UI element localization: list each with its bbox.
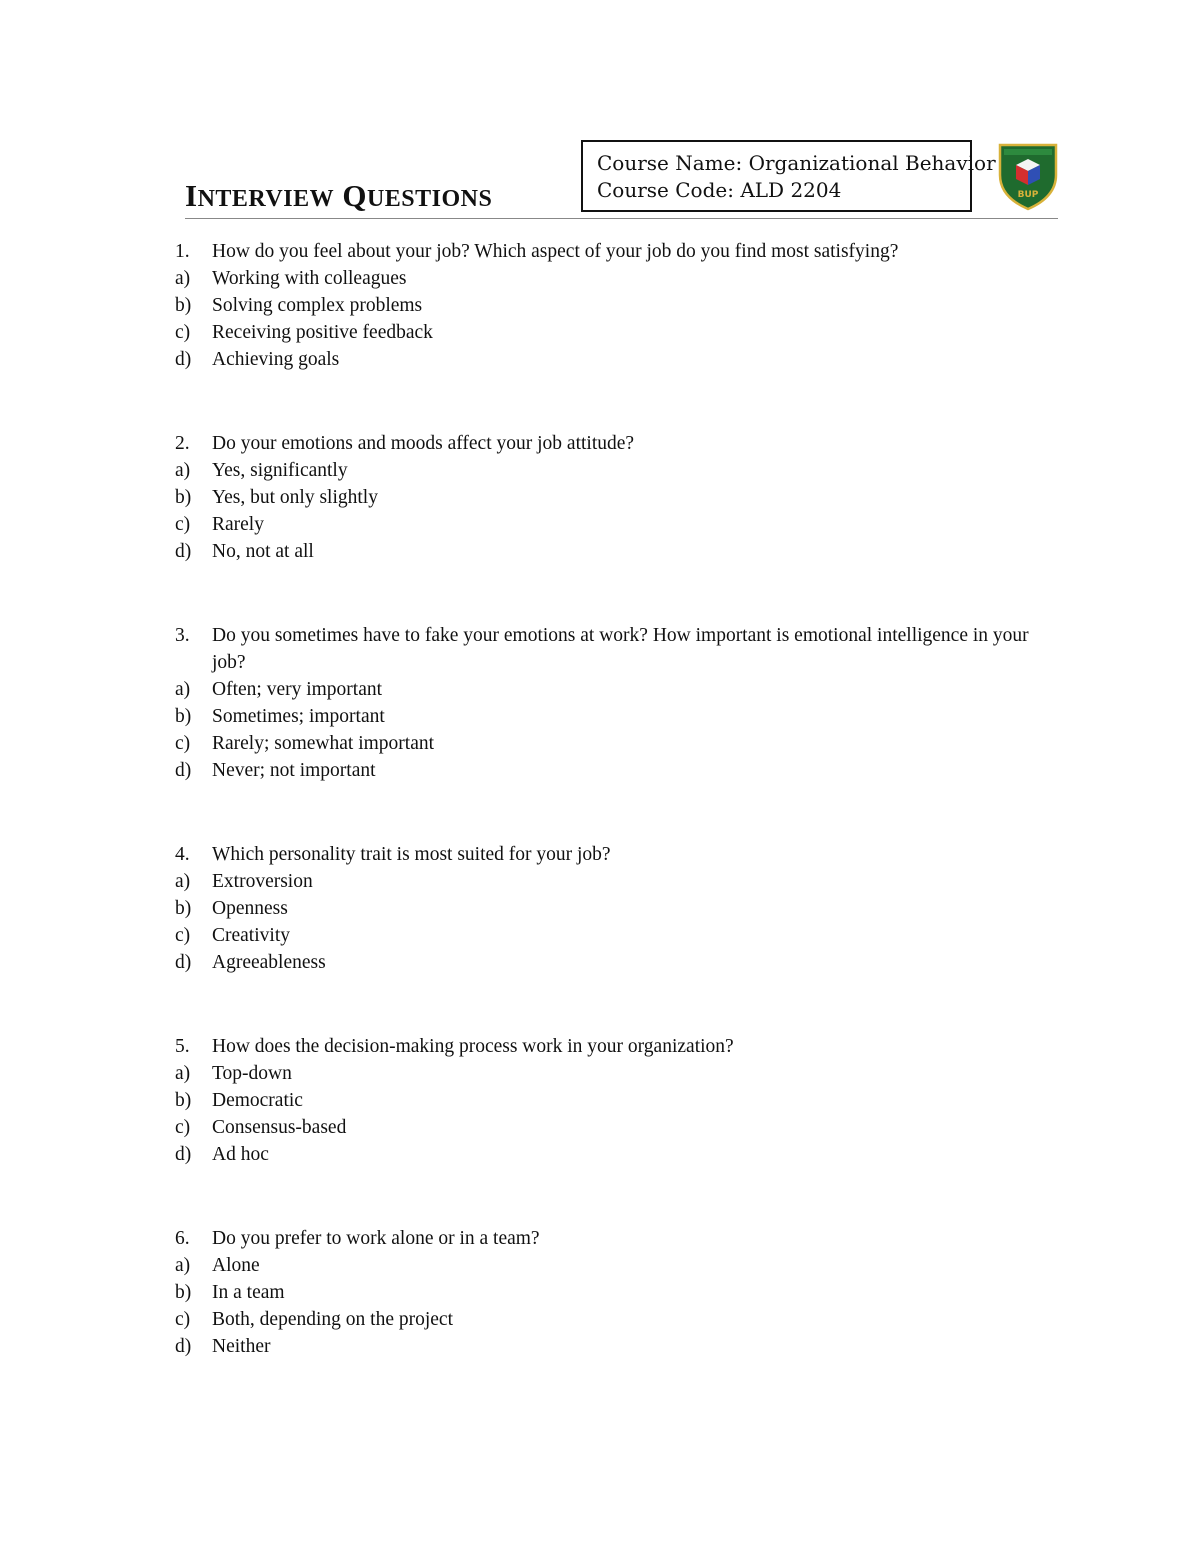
question-stem [175, 841, 1065, 868]
option-item [175, 1087, 1065, 1114]
option-letter: c) [175, 733, 191, 754]
option-text: Achieving goals [212, 349, 340, 370]
option-item [175, 511, 1065, 538]
option-letter: b) [175, 1282, 192, 1303]
course-code: Course Code: ALD 2204 [597, 178, 842, 202]
option-letter: a) [175, 871, 191, 892]
option-text: Solving complex problems [212, 295, 423, 316]
option-letter: c) [175, 925, 191, 946]
university-crest-logo [996, 139, 1060, 211]
question-text: Which personality trait is most suited for your job? [212, 844, 611, 865]
option-letter: b) [175, 1090, 192, 1111]
question-text: Do you prefer to work alone or in a team? [212, 1228, 540, 1249]
course-info-box [581, 140, 996, 212]
option-letter: a) [175, 1063, 191, 1084]
course-name: Course Name: Organizational Behavior [597, 151, 996, 175]
question-stem [175, 430, 1065, 457]
question-number: 6. [175, 1228, 190, 1249]
option-item [175, 676, 1065, 703]
option-text: Alone [212, 1255, 260, 1276]
option-item [175, 346, 1065, 373]
question-text: Do your emotions and moods affect your job attitude? [212, 433, 635, 454]
option-item [175, 319, 1065, 346]
option-text: Rarely [212, 514, 264, 535]
option-letter: d) [175, 541, 192, 562]
option-text: Neither [212, 1336, 271, 1357]
option-item [175, 1114, 1065, 1141]
option-item [175, 1333, 1065, 1360]
option-letter: d) [175, 349, 192, 370]
option-letter: d) [175, 952, 192, 973]
option-item [175, 1279, 1065, 1306]
option-item [175, 1252, 1065, 1279]
option-text: Yes, but only slightly [212, 487, 378, 508]
option-text: Often; very important [212, 679, 383, 700]
option-letter: b) [175, 487, 192, 508]
option-item [175, 949, 1065, 976]
question-number: 2. [175, 433, 190, 454]
option-text: Agreeableness [212, 952, 326, 973]
question-3 [175, 622, 1065, 784]
question-stem [175, 1225, 1065, 1252]
question-2 [175, 430, 1065, 565]
option-item [175, 457, 1065, 484]
option-item [175, 484, 1065, 511]
option-item [175, 922, 1065, 949]
question-number: 4. [175, 844, 190, 865]
option-item [175, 265, 1065, 292]
option-text: Democratic [212, 1090, 303, 1111]
question-text: How does the decision-making process work in your organization? [212, 1036, 734, 1057]
title-word-rest: NTERVIEW [197, 186, 335, 212]
option-letter: b) [175, 295, 192, 316]
option-item [175, 1060, 1065, 1087]
option-text: Working with colleagues [212, 268, 407, 289]
option-item [175, 730, 1065, 757]
option-item [175, 1306, 1065, 1333]
question-text: How do you feel about your job? Which aspect of your job do you find most satisfying? [212, 241, 899, 262]
question-6 [175, 1225, 1065, 1360]
option-text: Sometimes; important [212, 706, 385, 727]
option-text: No, not at all [212, 541, 314, 562]
option-item [175, 292, 1065, 319]
option-text: Creativity [212, 925, 290, 946]
question-number: 5. [175, 1036, 190, 1057]
question-1 [175, 238, 1065, 373]
question-text: Do you sometimes have to fake your emotions at work? How important is emotional intelligence in your job? [212, 625, 1029, 673]
question-number: 1. [175, 241, 190, 262]
question-number: 3. [175, 625, 190, 646]
option-text: Openness [212, 898, 288, 919]
option-letter: b) [175, 706, 192, 727]
option-text: Ad hoc [212, 1144, 269, 1165]
question-4 [175, 841, 1065, 976]
option-letter: a) [175, 679, 191, 700]
option-text: Extroversion [212, 871, 313, 892]
page-title [185, 178, 492, 214]
logo-text: BUP [1017, 190, 1039, 200]
option-letter: b) [175, 898, 192, 919]
option-letter: c) [175, 514, 191, 535]
option-text: Receiving positive feedback [212, 322, 433, 343]
title-initial: I [185, 178, 198, 213]
option-item [175, 538, 1065, 565]
option-text: Both, depending on the project [212, 1309, 453, 1330]
option-letter: a) [175, 268, 191, 289]
option-text: Yes, significantly [212, 460, 348, 481]
option-letter: d) [175, 1144, 192, 1165]
question-stem [175, 238, 1065, 265]
option-letter: c) [175, 1309, 191, 1330]
option-text: In a team [212, 1282, 285, 1303]
option-text: Top-down [212, 1063, 292, 1084]
option-letter: a) [175, 460, 191, 481]
title-initial: Q [342, 178, 367, 213]
option-text: Never; not important [212, 760, 376, 781]
title-word-rest: UESTIONS [366, 186, 493, 212]
option-item [175, 703, 1065, 730]
option-letter: d) [175, 1336, 192, 1357]
option-item [175, 757, 1065, 784]
option-item [175, 868, 1065, 895]
question-stem [175, 1033, 1065, 1060]
option-text: Rarely; somewhat important [212, 733, 435, 754]
option-letter: c) [175, 322, 191, 343]
question-5 [175, 1033, 1065, 1168]
option-item [175, 1141, 1065, 1168]
question-stem [175, 622, 1065, 676]
option-letter: a) [175, 1255, 191, 1276]
option-item [175, 895, 1065, 922]
option-letter: c) [175, 1117, 191, 1138]
option-text: Consensus-based [212, 1117, 347, 1138]
option-letter: d) [175, 760, 192, 781]
header-divider [185, 218, 1058, 219]
